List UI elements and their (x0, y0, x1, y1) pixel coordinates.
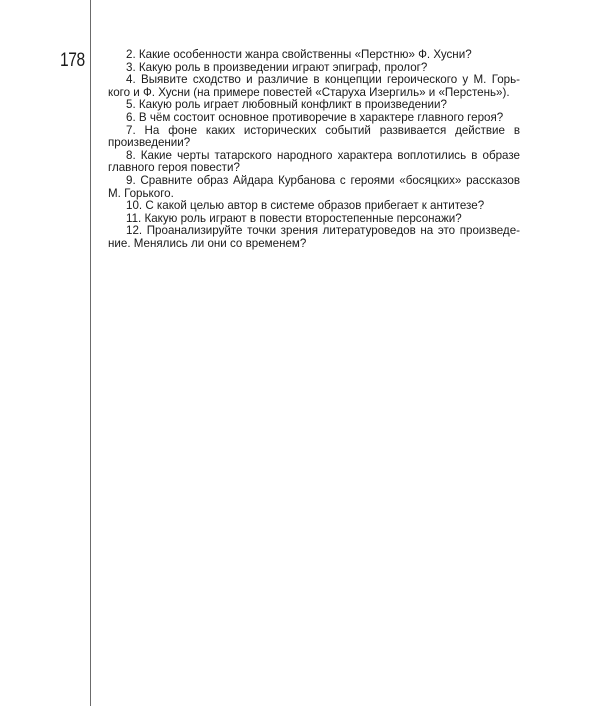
question-9 (108, 175, 520, 200)
question-line: 6. В чём состоит основное противоречие в характере главного героя? (126, 110, 504, 124)
question-line: М. Горького. (108, 186, 174, 200)
question-line: 3. Какую роль в произведении играют эпиграф, пролог? (126, 60, 428, 74)
question-line: 2. Какие особенности жанра свойственны «Перстню» Ф. Хусни? (126, 48, 472, 61)
question-line: 8. Какие черты татарского народного характера воплотились в образе (126, 148, 520, 162)
question-8 (108, 150, 520, 175)
question-line: 5. Какую роль играет любовный конфликт в произведении? (126, 98, 447, 112)
question-4 (108, 74, 520, 99)
question-line: кого и Ф. Хусни (на примере повестей «Старуха Изергиль» и «Перстень»). (108, 85, 510, 99)
question-line: 9. Сравните образ Айдара Курбанова с героями «босяцких» рассказов (126, 173, 520, 187)
question-line: 10. С какой целью автор в системе образов прибегает к антитезе? (126, 199, 485, 213)
question-list (108, 49, 520, 251)
margin-rule (90, 0, 91, 706)
question-line: ние. Менялись ли они со временем? (108, 236, 307, 250)
question-line: 11. Какую роль играют в повести второстепенные персонажи? (126, 211, 462, 225)
question-line: произведении? (108, 136, 191, 150)
question-line: 12. Проанализируйте точки зрения литературоведов на это произведе- (126, 224, 520, 238)
question-7 (108, 125, 520, 150)
question-2 (108, 49, 520, 62)
page-number: 178 (60, 50, 85, 71)
question-12 (108, 225, 520, 250)
question-line: главного героя повести? (108, 161, 240, 175)
question-line: 4. Выявите сходство и различие в концепции героического у М. Горь- (126, 73, 520, 87)
question-line: 7. На фоне каких исторических событий развивается действие в (126, 123, 520, 137)
question-6 (108, 112, 520, 125)
question-10 (108, 200, 520, 213)
